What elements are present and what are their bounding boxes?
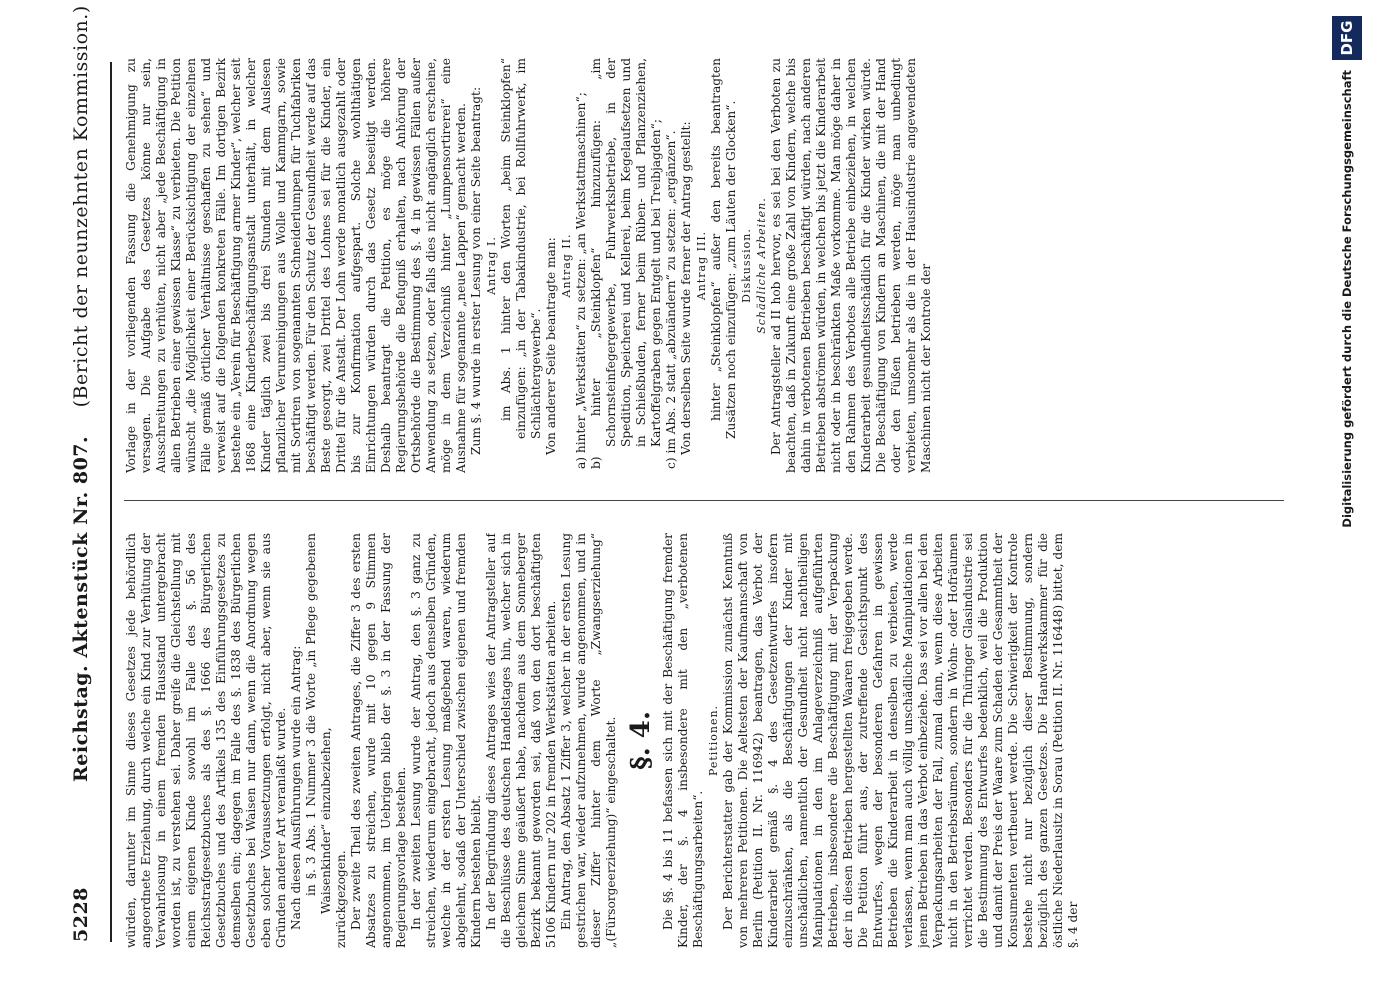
subheading: Petitionen. [707,704,720,777]
dfg-logo: DFG [1332,16,1362,60]
motion-heading: Antrag II. [560,233,573,298]
motion-heading: Antrag III. [695,230,708,301]
section-heading: §. 4. [626,711,656,770]
paragraph: Der Antragsteller ad II hob hervor, es sei bei den Verboten zu beachten, daß in Zukunft eine große Zahl von Kindern, welche bis dahin in verbotenen Betrieben beschäftigt würden, nach anderen Betrieben abströmen würden, in welchen bis jetzt die Kinderarbeit nicht oder in beschränkten Maße vorkomme. Man möge daher in den Rahmen des Verbotes alle Betriebe einbeziehen, in welchen Kinderarbeit gesundheitsschädlich für die Kinder wirken würde. Die Beschäftigung von Kindern an Maschinen, die mit der Hand oder den Füßen betrieben werden, möge man unbedingt verbieten, umsomehr als die in der Hausindustrie angewendeten Maschinen nicht der Kontrole der [769,58,933,473]
paragraph: Der Berichterstatter gab der Kommission zunächst Kenntniß von mehreren Petitionen. Die Aeltesten der Kaufmannschaft von Berlin (Petition II. Nr. 116942) beantragen, das Verbot der Kinderarbeit gemäß §. 4 des Gesetzentwurfes insofern einzuschränken, als die Beschäftigungen der Kinder mit unschädlichen, namentlich der Gesundheit nicht nachtheiligen Manipulationen in den im Anlageverzeichniß aufgeführten Betrieben, insbesondere die Beschäftigung mit der Verpackung der in diesen Betrieben hergestellten Waaren freigegeben werde. Die Petition führt aus, der zutreffende Gesichtspunkt des Entwurfes, wegen der besonderen Gefahren in gewissen Betrieben die Kinderarbeit in denselben zu verbieten, werde verlassen, wenn man auch völlig unschädliche Manipulationen in jenen Betrieben in das Verbot einbeziehe. Das sei vor allen bei den Verpackungsarbeiten der Fall, zumal dann, wenn diese Arbeiten nicht in den Betriebsräumen, sondern in Wohn- oder Hofräumen verrichtet werden. Besonders für die Thüringer Glasindustrie sei die Bestimmung des Entwurfes bedenklich, weil die Produktion und damit der Preis der Waare zum Schaden der Gesammtheit der Konsumenten vertheuert werde. Die Schwierigkeit der Kontrole bestehe nicht nur bezüglich dieser Bestimmung, sondern bezüglich des ganzen Gesetzes. Die Handwerkskammer für die östliche Niederlausitz in Sorau (Petition II. Nr. 116448) bittet, dem §. 4 der [721,533,1080,948]
header-subtitle: (Bericht der neunzehnten Kommission.) [70,5,92,408]
paragraph: Von anderer Seite beantragte man: [544,237,558,455]
subheading: Diskussion. [740,228,753,303]
subheading: Schädliche Arbeiten. [755,197,768,334]
motion-item: c) im Abs. 2 statt „abzuändern“ zu setzen: „ergänzen“. [664,130,678,469]
paragraph: zurückgezogen. [334,850,348,948]
column-divider [124,500,1284,501]
paragraph: In der zweiten Lesung wurde der Antrag, den §. 3 ganz zu streichen, wiederum eingebracht, jedoch aus denselben Gründen, welche in der ersten Lesung maßgebend waren, wiederum abgelehnt, sodaß der Unterschied zwischen eigenen und fremden Kindern bestehen bleibt. [409,533,483,948]
paragraph: Zum §. 4 wurde in erster Lesung von einer Seite beantragt: [469,86,483,455]
paragraph: Vorlage in der vorliegenden Fassung die Genehmigung zu versagen. Die Aufgabe des Gesetzes könne nur sein, Ausschreitungen zu verhüten, nicht aber „jede Beschäftigung in allen Betrieben einer gewissen Klasse“ zu verbieten. Die Petition wünscht „die Möglichkeit einer Berücksichtigung der einzelnen Fälle gemäß örtlicher Verhältnisse geschaffen zu sehen“ und verweist auf die folgenden konkreten Fälle. Im dortigen Bezirk bestehe ein „Verein für Beschäftigung armer Kinder“, welcher seit 1868 eine Kinderbeschäftigungsanstalt unterhält, in welcher Kinder täglich zwei bis drei Stunden mit dem Auslesen pflanzlicher Verunreinigungen aus Wolle und Kammgarn, sowie mit Sortiren von sogenannten Schneiderlumpen für Tuchfabriken beschäftigt werden. Für den Schutz der Gesundheit werde auf das Beste gesorgt, zwei Drittel des Lohnes sei für die Kinder, ein Drittel für die Anstalt. Der Lohn werde monatlich ausgezahlt oder bis zur Konfirmation aufgespart. Solche wohlthätigen Einrichtungen würden durch das Gesetz beseitigt werden. Deshalb beantragt die Petition, es möge die höhere Regierungsbehörde die Befugniß erhalten, nach Anhörung der Ortsbehörde die Bestimmung des §. 4 in gewissen Fällen außer Anwendung zu setzen, oder falls dies nicht angänglich erscheine, möge in dem Verzeichniß hinter „Lumpensortirerei“ eine Ausnahme für sogenannte „neue Lappen“ gemacht werden. [124,58,468,473]
paragraph: Ein Antrag, den Absatz 1 Ziffer 3, welcher in der ersten Lesung gestrichen war, wieder aufzunehmen, wurde angenommen, und in dieser Ziffer hinter dem Worte „Zwangserziehung“ „(Fürsorgeerziehung)“ eingeschaltet. [559,533,618,948]
paragraph: Von derselben Seite wurde ferner der Antrag gestellt: [679,121,693,455]
header-rule [110,62,112,942]
motion-text: in §. 3 Abs. 1 Nummer 3 die Worte „in Pflege gegebenen Waisenkinder“ einzubeziehen, [304,533,333,914]
page-number: 5228 [70,887,92,942]
motion-text: hinter „Steinklopfen“ außer den bereits beantragten Zusätzen noch einzufügen: „zum Läuten der Glocken“. [709,58,738,439]
credit-text: Digitalisierung gefördert durch die Deutsche Forschungsgemeinschaft [1340,70,1354,528]
paragraph: Der zweite Theil des zweiten Antrages, die Ziffer 3 des ersten Absatzes zu streichen, wurde mit 10 gegen 9 Stimmen angenommen, im Uebrigen blieb der §. 3 in der Fassung der Regierungsvorlage bestehen. [349,533,408,948]
paragraph: Nach diesen Ausführungen wurde ein Antrag: [289,645,303,930]
paragraph: In der Begründung dieses Antrages wies der Antragsteller auf die Beschlüsse des deutschen Handelstages hin, welcher sich in gleichem Sinne geäußert habe, nachdem aus dem Sonneberger Bezirk bekannt geworden sei, daß von den dort beschäftigten 5106 Kindern nur 202 in fremden Werkstätten arbeiten. [484,533,558,948]
motion-heading: Antrag I. [485,236,498,295]
left-column [124,533,1302,948]
running-header [66,5,108,942]
paragraph: Die §§. 4 bis 11 befassen sich mit der Beschäftigung fremder Kinder, der §. 4 insbesondere mit den „verbotenen Beschäftigungsarbeiten“. [661,533,705,948]
paragraph: würden, darunter im Sinne dieses Gesetzes jede behördlich angeordnete Erziehung, durch welche ein Kind zur Verhütung der Verwahrlosung in einem fremden Hausstand untergebracht worden ist, zu verstehen sei. Daher greife die Gleichstellung mit einem eigenen Kinde sowohl im Falle des §. 56 des Reichsstrafgesetzbuches als des §. 1666 des Bürgerlichen Gesetzbuches und des Artikels 135 des Einführungsgesetzes zu demselben ein; dagegen im Falle des §. 1838 des Bürgerlichen Gesetzbuches bei Waisen nur dann, wenn die Anordnung wegen eben solcher Voraussetzungen erfolgt, nicht aber, wenn sie aus Gründen anderer Art veranlaßt wurde. [124,533,288,948]
motion-item: a) hinter „Werkstätten“ zu setzen: „an Werkstattmaschinen“; [574,92,588,469]
motion-item: b) hinter „Steinklopfen“ hinzuzufügen: „im Schornsteinfegergewerbe, Fuhrwerksbetriebe, in der Spedition, Speicherei und Kellerei, beim Kegelaufsetzen und in Schießbuden, ferner beim Rüben- und Pflanzenziehen, Kartoffelgraben gegen Entgelt und bei Treibjagden“; [589,58,663,469]
header-title: Reichstag. Aktenstück Nr. 807. [70,435,92,782]
right-column [124,58,1302,473]
header-title-line [70,5,92,782]
digitization-credit [1322,0,1382,1000]
motion-text: im Abs. 1 hinter den Worten „beim Steinklopfen“ einzufügen: „in der Tabakindustrie, bei Rollfuhrwerk, im Schlächtergewerbe“. [499,58,543,439]
